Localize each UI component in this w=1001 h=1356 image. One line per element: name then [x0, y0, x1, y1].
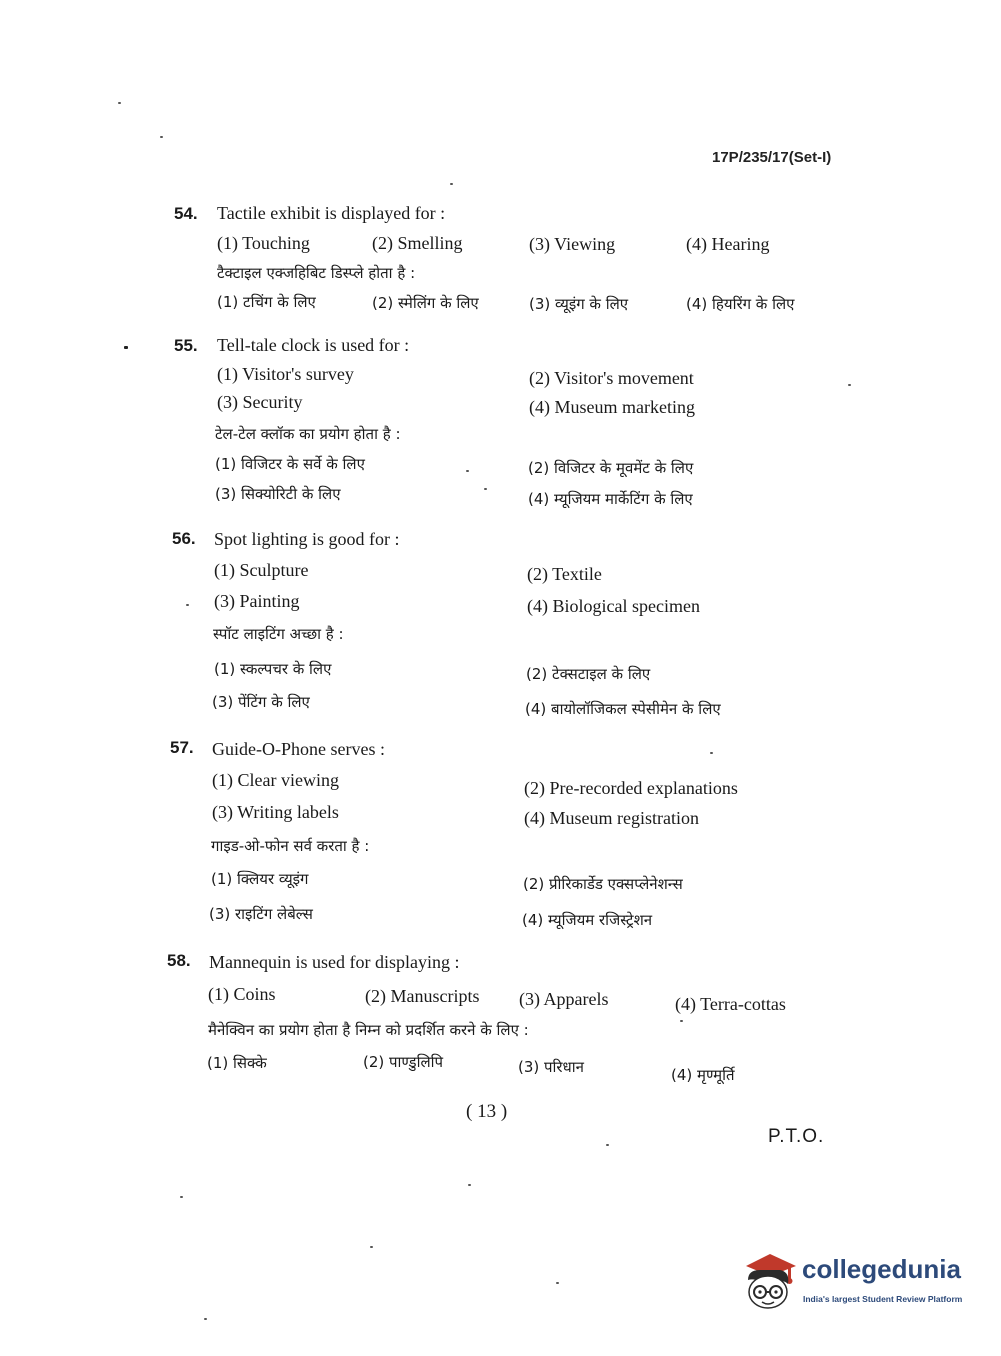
option-hi: (3) राइटिंग लेबेल्स	[209, 905, 313, 923]
option-hi: (2) स्मेलिंग के लिए	[372, 294, 479, 312]
scan-speck	[370, 1246, 373, 1248]
option-hi: (1) विजिटर के सर्वे के लिए	[215, 455, 365, 473]
paper-code: 17P/235/17(Set-I)	[712, 149, 832, 166]
question-number: 56.	[172, 529, 196, 548]
option-en: (3) Security	[217, 392, 303, 412]
option-en: (2) Manuscripts	[365, 986, 480, 1006]
scan-speck	[484, 488, 487, 490]
option-hi: (2) टेक्सटाइल के लिए	[526, 665, 651, 683]
option-hi: (2) विजिटर के मूवमेंट के लिए	[528, 459, 694, 477]
option-en: (3) Viewing	[529, 234, 616, 254]
question-text-en: Mannequin is used for displaying :	[209, 952, 460, 972]
scan-speck	[160, 136, 163, 138]
scan-speck	[180, 1196, 183, 1198]
scan-speck	[710, 752, 713, 754]
scan-speck	[118, 102, 121, 104]
scan-speck	[186, 604, 189, 606]
brand-name: collegedunia	[802, 1254, 961, 1284]
option-hi: (1) टचिंग के लिए	[217, 293, 316, 311]
scan-speck	[468, 1184, 471, 1186]
question-text-en: Tactile exhibit is displayed for :	[217, 203, 446, 223]
option-en: (4) Biological specimen	[527, 596, 700, 616]
question-text-en: Spot lighting is good for :	[214, 529, 400, 549]
scan-speck	[450, 183, 453, 185]
scan-speck	[556, 1282, 559, 1284]
option-hi: (4) मृण्मूर्ति	[671, 1066, 735, 1084]
question-text-en: Tell-tale clock is used for :	[217, 335, 410, 355]
option-hi: (4) म्यूजियम मार्केटिंग के लिए	[528, 490, 693, 508]
option-hi: (1) सिक्के	[207, 1054, 267, 1072]
scan-speck	[204, 1318, 207, 1320]
scan-speck	[606, 1144, 609, 1146]
option-en: (4) Museum registration	[524, 808, 699, 828]
option-hi: (3) व्यूइंग के लिए	[529, 295, 629, 313]
option-en: (1) Touching	[217, 233, 310, 253]
question-text-hi: मैनेक्विन का प्रयोग होता है निम्न को प्रदर्शित करने के लिए :	[208, 1021, 529, 1039]
option-hi: (2) पाण्डुलिपि	[363, 1053, 444, 1071]
option-en: (1) Visitor's survey	[217, 364, 354, 384]
question-number: 54.	[174, 204, 198, 223]
page-number: ( 13 )	[466, 1101, 508, 1122]
option-hi: (4) बायोलॉजिकल स्पेसीमेन के लिए	[525, 700, 721, 718]
collegedunia-watermark	[740, 1250, 970, 1314]
option-en: (3) Apparels	[519, 989, 609, 1009]
option-en: (2) Textile	[527, 564, 602, 584]
option-en: (1) Sculpture	[214, 560, 309, 580]
question-text-en: Guide-O-Phone serves :	[212, 739, 385, 759]
option-hi: (3) सिक्योरिटी के लिए	[215, 485, 341, 503]
question-text-hi: गाइड-ओ-फोन सर्व करता है :	[211, 837, 370, 855]
mascot-icon	[740, 1250, 800, 1314]
question-number: 55.	[174, 336, 198, 355]
option-hi: (3) पेंटिंग के लिए	[212, 693, 310, 711]
option-en: (4) Terra-cottas	[675, 994, 786, 1014]
question-number: 58.	[167, 951, 191, 970]
question-text-hi: टेल-टेल क्लॉक का प्रयोग होता है :	[215, 425, 401, 443]
option-en: (2) Smelling	[372, 233, 463, 253]
question-text-hi: टैक्टाइल एक्जहिबिट डिस्प्ले होता है :	[217, 264, 416, 282]
question-text-hi: स्पॉट लाइटिंग अच्छा है :	[213, 625, 344, 643]
option-hi: (4) हियरिंग के लिए	[686, 295, 795, 313]
option-hi: (4) म्यूजियम रजिस्ट्रेशन	[522, 911, 653, 929]
option-en: (1) Clear viewing	[212, 770, 339, 790]
option-en: (1) Coins	[208, 984, 276, 1004]
option-hi: (1) स्कल्पचर के लिए	[214, 660, 332, 678]
pto-label: P.T.O.	[768, 1126, 825, 1147]
scan-speck	[680, 1020, 683, 1022]
scan-speck	[124, 346, 128, 349]
option-hi: (3) परिधान	[518, 1058, 584, 1076]
option-en: (4) Hearing	[686, 234, 770, 254]
scan-speck	[848, 384, 851, 386]
option-hi: (2) प्रीरिकार्डेड एक्सप्लेनेशन्स	[523, 875, 683, 893]
option-en: (3) Writing labels	[212, 802, 339, 822]
question-number: 57.	[170, 738, 194, 757]
brand-tagline: India's largest Student Review Platform	[803, 1294, 963, 1304]
option-en: (2) Visitor's movement	[529, 368, 694, 388]
option-en: (2) Pre-recorded explanations	[524, 778, 738, 798]
option-en: (4) Museum marketing	[529, 397, 695, 417]
scan-speck	[466, 470, 469, 472]
option-hi: (1) क्लियर व्यूइंग	[211, 870, 309, 888]
option-en: (3) Painting	[214, 591, 300, 611]
